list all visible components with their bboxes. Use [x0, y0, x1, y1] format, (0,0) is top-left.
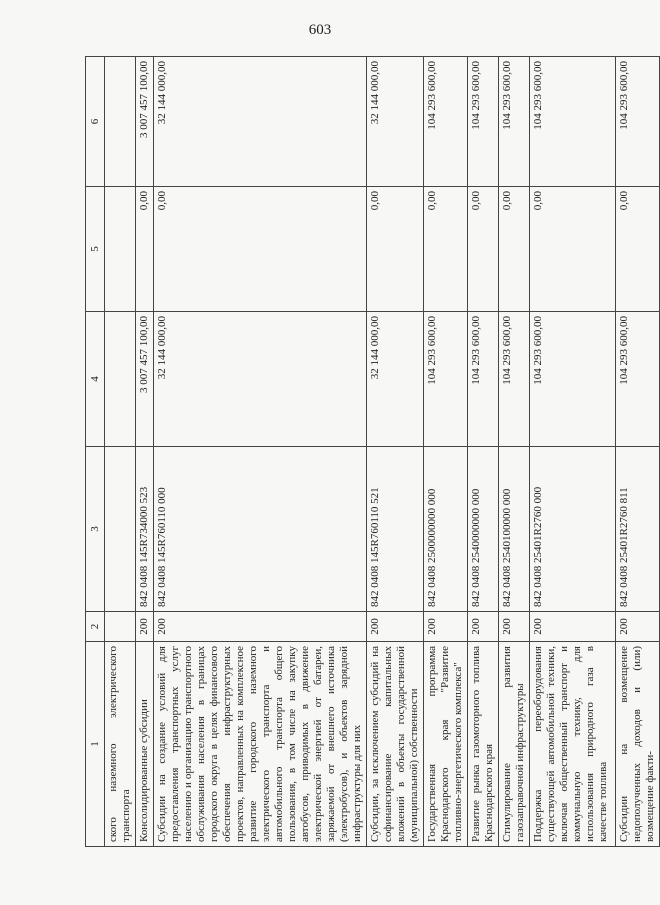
row-name: Субсидии на возмещение недополученных доходов и (или) возмещение факти- — [616, 642, 660, 847]
row-amount-4: 104 293 600,00 — [530, 312, 616, 447]
row-kbk: 842 0408 145R760110 521 — [367, 447, 424, 612]
row-code — [105, 612, 136, 642]
row-name: Развитие рынка газомоторного топлива Краснодарского края — [468, 642, 499, 847]
row-amount-5: 0,00 — [367, 187, 424, 312]
row-kbk: 842 0408 145R734000 523 — [136, 447, 154, 612]
row-code: 200 — [154, 612, 367, 642]
row-amount-4 — [105, 312, 136, 447]
row-amount-4: 104 293 600,00 — [616, 312, 660, 447]
row-name: Стимулирование развития газозаправочной инфраструктуры — [499, 642, 530, 847]
header-col-2: 2 — [86, 612, 105, 642]
row-amount-4: 32 144 000,00 — [367, 312, 424, 447]
table-row — [424, 57, 468, 847]
row-amount-4: 104 293 600,00 — [499, 312, 530, 447]
table-row — [616, 57, 660, 847]
row-kbk — [105, 447, 136, 612]
row-name: ского наземного электрического транспорта — [105, 642, 136, 847]
row-amount-6: 104 293 600,00 — [468, 57, 499, 187]
row-kbk: 842 0408 25401R2760 811 — [616, 447, 660, 612]
row-name: Субсидии на создание условий для предоставления транспортных услуг населению и организацию транспортного обслуживания населения в границах городского округа в целях финансового обеспечения инфраструктурных проектов, направленных на комплексное развитие городского наземного электрического транспорта и автомобильного транспорта общего пользования, в том числе на закупку автобусов, приводимых в движение электрической энергией от батареи, заряжаемой от внешнего источника (электробусов), и объектов зарядной инфраструктуры для них — [154, 642, 367, 847]
row-amount-5 — [105, 187, 136, 312]
row-amount-5: 0,00 — [616, 187, 660, 312]
row-amount-4: 104 293 600,00 — [468, 312, 499, 447]
row-code: 200 — [136, 612, 154, 642]
table-row — [530, 57, 616, 847]
row-amount-6: 32 144 000,00 — [154, 57, 367, 187]
header-col-3: 3 — [86, 447, 105, 612]
row-amount-5: 0,00 — [468, 187, 499, 312]
table-row — [136, 57, 154, 847]
table-row — [154, 57, 367, 847]
row-kbk: 842 0408 25401R2760 000 — [530, 447, 616, 612]
row-amount-4: 104 293 600,00 — [424, 312, 468, 447]
table-row — [367, 57, 424, 847]
row-amount-6: 104 293 600,00 — [616, 57, 660, 187]
table-header-row — [86, 57, 105, 847]
row-name: Поддержка переоборудования существующей автомобильной техники, включая общественный транспорт и коммунальную технику, для использования природного газа в качестве топлива — [530, 642, 616, 847]
row-code: 200 — [499, 612, 530, 642]
budget-table — [85, 56, 660, 847]
row-amount-5: 0,00 — [530, 187, 616, 312]
row-kbk: 842 0408 2500000000 000 — [424, 447, 468, 612]
header-col-6: 6 — [86, 57, 105, 187]
row-amount-6: 104 293 600,00 — [530, 57, 616, 187]
table-row — [499, 57, 530, 847]
row-amount-5: 0,00 — [136, 187, 154, 312]
page-number: 603 — [308, 22, 332, 38]
header-col-1: 1 — [86, 642, 105, 847]
row-amount-6: 32 144 000,00 — [367, 57, 424, 187]
row-kbk: 842 0408 2540000000 000 — [468, 447, 499, 612]
row-name: Консолидированные субсидии — [136, 642, 154, 847]
row-amount-4: 32 144 000,00 — [154, 312, 367, 447]
row-amount-6 — [105, 57, 136, 187]
row-amount-5: 0,00 — [499, 187, 530, 312]
row-code: 200 — [424, 612, 468, 642]
row-code: 200 — [468, 612, 499, 642]
table-row — [105, 57, 136, 847]
row-amount-6: 104 293 600,00 — [424, 57, 468, 187]
row-code: 200 — [616, 612, 660, 642]
header-col-5: 5 — [86, 187, 105, 312]
row-amount-5: 0,00 — [424, 187, 468, 312]
row-amount-4: 3 007 457 100,00 — [136, 312, 154, 447]
row-name: Государственная программа Краснодарского края "Развитие топливно-энергетического комплекса" — [424, 642, 468, 847]
row-amount-6: 3 007 457 100,00 — [136, 57, 154, 187]
row-code: 200 — [367, 612, 424, 642]
row-name: Субсидии, за исключением субсидий на софинансирование капитальных вложений в объекты государственной (муниципальной) собственности — [367, 642, 424, 847]
row-kbk: 842 0408 145R760110 000 — [154, 447, 367, 612]
row-amount-5: 0,00 — [154, 187, 367, 312]
row-amount-6: 104 293 600,00 — [499, 57, 530, 187]
table-row — [468, 57, 499, 847]
header-col-4: 4 — [86, 312, 105, 447]
row-code: 200 — [530, 612, 616, 642]
row-kbk: 842 0408 2540100000 000 — [499, 447, 530, 612]
budget-table-rotated — [85, 57, 656, 847]
